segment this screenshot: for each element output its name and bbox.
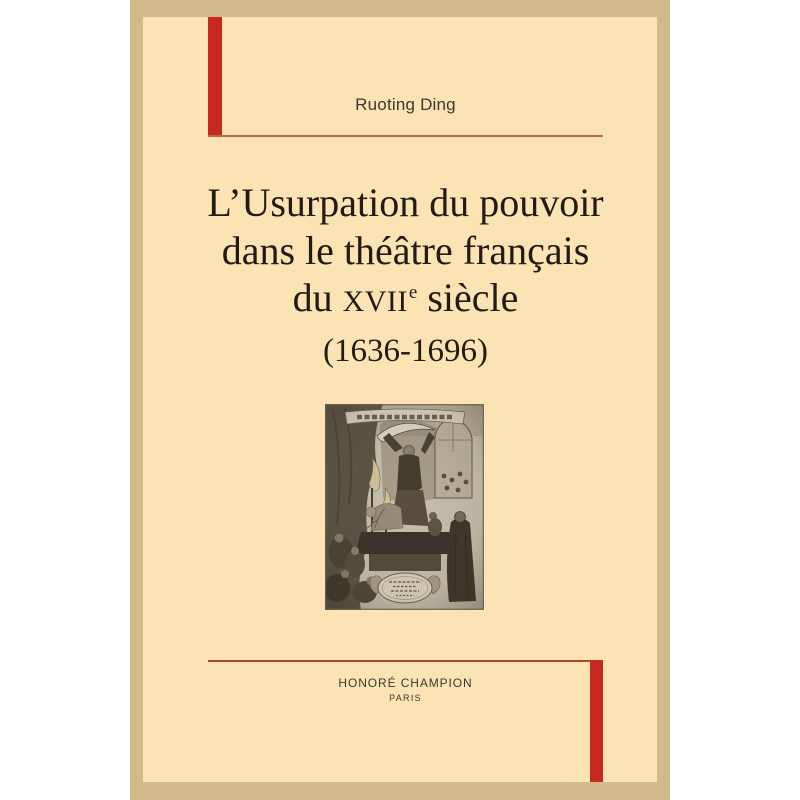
title-years: (1636-1696) — [323, 333, 488, 369]
book-cover-photo — [130, 0, 670, 800]
title-line-3-suffix: siècle — [417, 275, 519, 320]
title-century-superscript: e — [408, 282, 418, 303]
red-accent-bar-top-left — [208, 17, 222, 137]
publisher-name: HONORÉ CHAMPION — [338, 676, 473, 690]
engraving-illustration — [325, 404, 484, 610]
title-line-3 — [178, 275, 633, 329]
publisher-city: PARIS — [389, 693, 422, 703]
cover-front — [143, 17, 657, 782]
book-title — [178, 179, 633, 373]
title-line-1: L’Usurpation du pouvoir — [207, 180, 604, 225]
title-line-3-prefix: du — [292, 275, 343, 320]
publisher-block — [208, 675, 603, 705]
engraving-artwork — [325, 404, 484, 610]
author-rule — [208, 135, 603, 137]
title-century-numeral: XVII — [342, 285, 408, 318]
title-line-2: dans le théâtre français — [221, 228, 590, 273]
publisher-rule — [208, 660, 603, 662]
author-name: Ruoting Ding — [355, 95, 456, 114]
